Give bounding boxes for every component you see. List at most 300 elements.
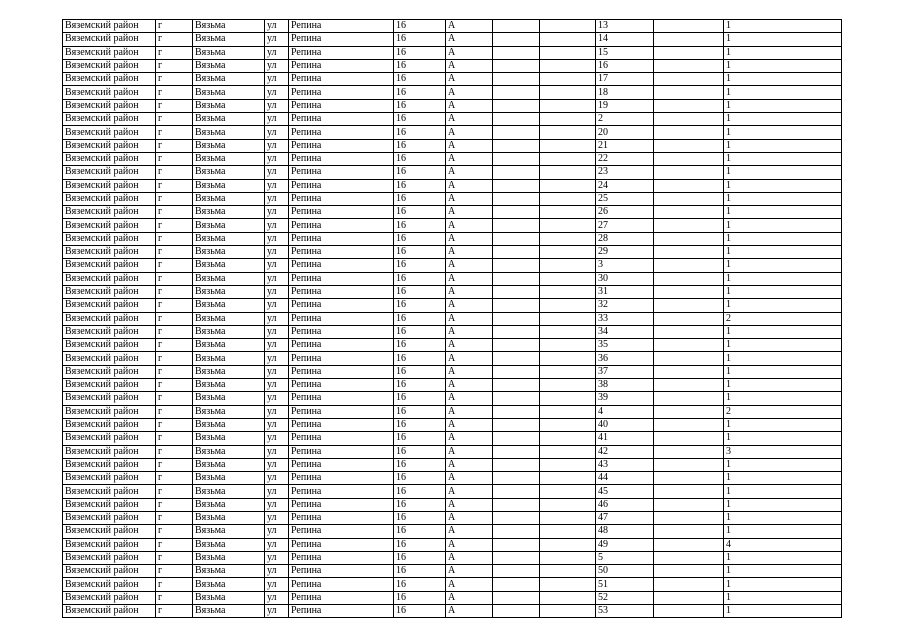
cell-street: Репина (289, 339, 394, 352)
cell-building: А (446, 299, 493, 312)
cell-building: А (446, 365, 493, 378)
cell-building: А (446, 578, 493, 591)
cell-house: 16 (394, 565, 446, 578)
cell-count: 1 (724, 472, 842, 485)
cell-col-11 (654, 219, 724, 232)
cell-street: Репина (289, 445, 394, 458)
cell-col-8 (493, 152, 540, 165)
cell-col-11 (654, 405, 724, 418)
cell-street: Репина (289, 59, 394, 72)
cell-col-8 (493, 219, 540, 232)
cell-settlement-type: г (156, 73, 193, 86)
cell-district: Вяземский район (63, 591, 156, 604)
cell-col-9 (540, 578, 596, 591)
cell-house: 16 (394, 472, 446, 485)
cell-district: Вяземский район (63, 272, 156, 285)
cell-apartment: 3 (596, 259, 654, 272)
table-body (63, 20, 842, 618)
cell-settlement-type: г (156, 46, 193, 59)
cell-settlement-type: г (156, 591, 193, 604)
cell-house: 16 (394, 59, 446, 72)
table-row (63, 272, 842, 285)
cell-street: Репина (289, 126, 394, 139)
cell-apartment: 31 (596, 285, 654, 298)
cell-count: 2 (724, 312, 842, 325)
cell-house: 16 (394, 312, 446, 325)
cell-street-type: ул (265, 312, 289, 325)
cell-district: Вяземский район (63, 432, 156, 445)
cell-street-type: ул (265, 485, 289, 498)
cell-col-11 (654, 166, 724, 179)
cell-settlement: Вязьма (193, 392, 265, 405)
cell-col-11 (654, 445, 724, 458)
cell-settlement: Вязьма (193, 365, 265, 378)
cell-count: 1 (724, 339, 842, 352)
cell-settlement: Вязьма (193, 418, 265, 431)
cell-col-8 (493, 485, 540, 498)
table-row (63, 113, 842, 126)
cell-building: А (446, 272, 493, 285)
cell-col-11 (654, 33, 724, 46)
cell-house: 16 (394, 139, 446, 152)
cell-district: Вяземский район (63, 352, 156, 365)
cell-settlement-type: г (156, 206, 193, 219)
cell-district: Вяземский район (63, 565, 156, 578)
cell-settlement: Вязьма (193, 551, 265, 564)
cell-settlement: Вязьма (193, 126, 265, 139)
cell-settlement: Вязьма (193, 472, 265, 485)
cell-building: А (446, 126, 493, 139)
cell-settlement-type: г (156, 605, 193, 618)
cell-district: Вяземский район (63, 206, 156, 219)
cell-col-8 (493, 591, 540, 604)
cell-apartment: 22 (596, 152, 654, 165)
cell-count: 1 (724, 113, 842, 126)
cell-district: Вяземский район (63, 113, 156, 126)
cell-col-11 (654, 325, 724, 338)
table-row (63, 458, 842, 471)
cell-settlement: Вязьма (193, 259, 265, 272)
cell-street: Репина (289, 405, 394, 418)
cell-apartment: 35 (596, 339, 654, 352)
cell-street: Репина (289, 538, 394, 551)
cell-col-9 (540, 432, 596, 445)
table-row (63, 365, 842, 378)
cell-col-8 (493, 325, 540, 338)
cell-house: 16 (394, 525, 446, 538)
cell-col-11 (654, 352, 724, 365)
cell-settlement: Вязьма (193, 192, 265, 205)
cell-col-9 (540, 498, 596, 511)
cell-district: Вяземский район (63, 59, 156, 72)
cell-settlement: Вязьма (193, 591, 265, 604)
cell-street: Репина (289, 565, 394, 578)
cell-district: Вяземский район (63, 379, 156, 392)
cell-building: А (446, 352, 493, 365)
cell-house: 16 (394, 325, 446, 338)
cell-building: А (446, 472, 493, 485)
cell-house: 16 (394, 232, 446, 245)
cell-col-11 (654, 418, 724, 431)
cell-col-8 (493, 272, 540, 285)
cell-settlement-type: г (156, 392, 193, 405)
table-row (63, 565, 842, 578)
cell-building: А (446, 525, 493, 538)
table-row (63, 472, 842, 485)
cell-settlement-type: г (156, 578, 193, 591)
cell-apartment: 53 (596, 605, 654, 618)
cell-count: 1 (724, 485, 842, 498)
cell-building: А (446, 392, 493, 405)
cell-district: Вяземский район (63, 605, 156, 618)
table-row (63, 166, 842, 179)
cell-house: 16 (394, 405, 446, 418)
cell-apartment: 15 (596, 46, 654, 59)
cell-house: 16 (394, 259, 446, 272)
cell-settlement-type: г (156, 325, 193, 338)
table-row (63, 591, 842, 604)
cell-settlement-type: г (156, 299, 193, 312)
cell-house: 16 (394, 73, 446, 86)
cell-street-type: ул (265, 206, 289, 219)
cell-house: 16 (394, 33, 446, 46)
cell-district: Вяземский район (63, 232, 156, 245)
cell-col-11 (654, 139, 724, 152)
cell-building: А (446, 99, 493, 112)
cell-district: Вяземский район (63, 46, 156, 59)
cell-apartment: 19 (596, 99, 654, 112)
cell-street: Репина (289, 86, 394, 99)
cell-count: 1 (724, 379, 842, 392)
cell-street: Репина (289, 299, 394, 312)
cell-col-8 (493, 126, 540, 139)
cell-col-9 (540, 418, 596, 431)
cell-col-8 (493, 445, 540, 458)
cell-count: 1 (724, 392, 842, 405)
cell-building: А (446, 445, 493, 458)
cell-settlement-type: г (156, 472, 193, 485)
table-row (63, 339, 842, 352)
cell-street: Репина (289, 192, 394, 205)
cell-count: 1 (724, 525, 842, 538)
cell-count: 1 (724, 285, 842, 298)
cell-col-11 (654, 511, 724, 524)
cell-col-9 (540, 365, 596, 378)
cell-district: Вяземский район (63, 73, 156, 86)
table-row (63, 511, 842, 524)
cell-col-8 (493, 312, 540, 325)
cell-col-9 (540, 126, 596, 139)
cell-col-9 (540, 325, 596, 338)
cell-col-9 (540, 46, 596, 59)
cell-count: 1 (724, 219, 842, 232)
cell-street: Репина (289, 259, 394, 272)
table-row (63, 206, 842, 219)
cell-house: 16 (394, 551, 446, 564)
cell-col-11 (654, 59, 724, 72)
cell-street-type: ул (265, 272, 289, 285)
cell-building: А (446, 432, 493, 445)
cell-settlement: Вязьма (193, 432, 265, 445)
cell-building: А (446, 46, 493, 59)
cell-col-11 (654, 312, 724, 325)
cell-street: Репина (289, 525, 394, 538)
cell-district: Вяземский район (63, 445, 156, 458)
cell-house: 16 (394, 179, 446, 192)
cell-house: 16 (394, 432, 446, 445)
cell-district: Вяземский район (63, 20, 156, 33)
cell-col-8 (493, 73, 540, 86)
cell-house: 16 (394, 591, 446, 604)
cell-street-type: ул (265, 405, 289, 418)
cell-street: Репина (289, 99, 394, 112)
cell-apartment: 49 (596, 538, 654, 551)
table-row (63, 285, 842, 298)
cell-col-11 (654, 192, 724, 205)
cell-district: Вяземский район (63, 152, 156, 165)
cell-count: 1 (724, 551, 842, 564)
cell-settlement-type: г (156, 312, 193, 325)
cell-col-9 (540, 73, 596, 86)
cell-settlement-type: г (156, 126, 193, 139)
cell-col-11 (654, 152, 724, 165)
table-row (63, 33, 842, 46)
cell-apartment: 46 (596, 498, 654, 511)
cell-street-type: ул (265, 33, 289, 46)
cell-col-9 (540, 113, 596, 126)
cell-apartment: 40 (596, 418, 654, 431)
cell-apartment: 37 (596, 365, 654, 378)
cell-settlement-type: г (156, 352, 193, 365)
cell-settlement-type: г (156, 458, 193, 471)
cell-district: Вяземский район (63, 418, 156, 431)
cell-count: 1 (724, 605, 842, 618)
cell-col-8 (493, 299, 540, 312)
cell-street: Репина (289, 498, 394, 511)
cell-col-11 (654, 379, 724, 392)
cell-building: А (446, 259, 493, 272)
cell-col-11 (654, 113, 724, 126)
cell-settlement-type: г (156, 365, 193, 378)
cell-col-11 (654, 46, 724, 59)
table-row (63, 538, 842, 551)
cell-settlement-type: г (156, 152, 193, 165)
cell-street-type: ул (265, 578, 289, 591)
cell-apartment: 33 (596, 312, 654, 325)
cell-house: 16 (394, 272, 446, 285)
cell-house: 16 (394, 498, 446, 511)
cell-col-9 (540, 206, 596, 219)
cell-district: Вяземский район (63, 285, 156, 298)
cell-house: 16 (394, 418, 446, 431)
cell-apartment: 50 (596, 565, 654, 578)
cell-street: Репина (289, 511, 394, 524)
cell-settlement-type: г (156, 192, 193, 205)
cell-street-type: ул (265, 152, 289, 165)
cell-street: Репина (289, 392, 394, 405)
cell-street: Репина (289, 246, 394, 259)
cell-house: 16 (394, 219, 446, 232)
cell-street: Репина (289, 352, 394, 365)
cell-col-9 (540, 152, 596, 165)
cell-col-11 (654, 99, 724, 112)
cell-street-type: ул (265, 179, 289, 192)
cell-settlement: Вязьма (193, 352, 265, 365)
cell-district: Вяземский район (63, 485, 156, 498)
cell-count: 1 (724, 565, 842, 578)
cell-house: 16 (394, 166, 446, 179)
cell-house: 16 (394, 578, 446, 591)
cell-col-9 (540, 525, 596, 538)
cell-apartment: 47 (596, 511, 654, 524)
cell-col-8 (493, 339, 540, 352)
cell-district: Вяземский район (63, 525, 156, 538)
cell-count: 1 (724, 591, 842, 604)
cell-col-8 (493, 113, 540, 126)
cell-col-9 (540, 219, 596, 232)
cell-settlement: Вязьма (193, 405, 265, 418)
cell-count: 3 (724, 445, 842, 458)
table-row (63, 99, 842, 112)
cell-apartment: 52 (596, 591, 654, 604)
cell-count: 1 (724, 511, 842, 524)
cell-district: Вяземский район (63, 538, 156, 551)
cell-building: А (446, 246, 493, 259)
cell-col-11 (654, 538, 724, 551)
table-row (63, 352, 842, 365)
cell-settlement: Вязьма (193, 339, 265, 352)
cell-settlement-type: г (156, 259, 193, 272)
table-row (63, 246, 842, 259)
cell-count: 1 (724, 352, 842, 365)
cell-street-type: ул (265, 392, 289, 405)
cell-building: А (446, 206, 493, 219)
cell-street-type: ул (265, 591, 289, 604)
cell-street-type: ул (265, 379, 289, 392)
cell-count: 1 (724, 99, 842, 112)
cell-col-9 (540, 312, 596, 325)
cell-col-8 (493, 392, 540, 405)
cell-col-8 (493, 605, 540, 618)
cell-settlement-type: г (156, 272, 193, 285)
cell-apartment: 16 (596, 59, 654, 72)
cell-col-8 (493, 33, 540, 46)
cell-settlement-type: г (156, 33, 193, 46)
cell-street-type: ул (265, 551, 289, 564)
cell-street: Репина (289, 458, 394, 471)
cell-settlement: Вязьма (193, 498, 265, 511)
cell-col-9 (540, 445, 596, 458)
cell-settlement-type: г (156, 525, 193, 538)
cell-building: А (446, 538, 493, 551)
cell-col-11 (654, 246, 724, 259)
cell-col-11 (654, 392, 724, 405)
cell-col-8 (493, 565, 540, 578)
cell-street-type: ул (265, 20, 289, 33)
cell-street: Репина (289, 113, 394, 126)
cell-apartment: 39 (596, 392, 654, 405)
cell-col-11 (654, 525, 724, 538)
cell-settlement: Вязьма (193, 20, 265, 33)
table-row (63, 312, 842, 325)
cell-col-11 (654, 432, 724, 445)
table-row (63, 578, 842, 591)
cell-col-9 (540, 392, 596, 405)
cell-district: Вяземский район (63, 246, 156, 259)
cell-district: Вяземский район (63, 192, 156, 205)
cell-house: 16 (394, 246, 446, 259)
cell-street-type: ул (265, 325, 289, 338)
cell-count: 1 (724, 46, 842, 59)
table-row (63, 20, 842, 33)
cell-col-8 (493, 538, 540, 551)
cell-col-8 (493, 432, 540, 445)
cell-district: Вяземский район (63, 312, 156, 325)
cell-col-8 (493, 20, 540, 33)
cell-apartment: 51 (596, 578, 654, 591)
cell-count: 1 (724, 206, 842, 219)
cell-col-9 (540, 551, 596, 564)
cell-building: А (446, 605, 493, 618)
cell-apartment: 38 (596, 379, 654, 392)
cell-settlement: Вязьма (193, 605, 265, 618)
cell-district: Вяземский район (63, 219, 156, 232)
cell-col-11 (654, 232, 724, 245)
cell-settlement-type: г (156, 59, 193, 72)
address-table (62, 19, 842, 618)
cell-col-11 (654, 605, 724, 618)
cell-col-8 (493, 365, 540, 378)
cell-count: 4 (724, 538, 842, 551)
cell-district: Вяземский район (63, 259, 156, 272)
table-row (63, 73, 842, 86)
cell-col-8 (493, 525, 540, 538)
cell-building: А (446, 418, 493, 431)
cell-house: 16 (394, 20, 446, 33)
cell-district: Вяземский район (63, 511, 156, 524)
cell-district: Вяземский район (63, 86, 156, 99)
cell-count: 1 (724, 179, 842, 192)
table-row (63, 126, 842, 139)
cell-count: 1 (724, 166, 842, 179)
cell-col-9 (540, 565, 596, 578)
cell-settlement-type: г (156, 285, 193, 298)
cell-street: Репина (289, 472, 394, 485)
table-row (63, 179, 842, 192)
table-row (63, 485, 842, 498)
cell-settlement-type: г (156, 339, 193, 352)
cell-district: Вяземский район (63, 498, 156, 511)
cell-col-8 (493, 246, 540, 259)
cell-col-8 (493, 192, 540, 205)
cell-building: А (446, 565, 493, 578)
cell-apartment: 18 (596, 86, 654, 99)
cell-building: А (446, 485, 493, 498)
cell-building: А (446, 152, 493, 165)
cell-house: 16 (394, 485, 446, 498)
cell-street: Репина (289, 139, 394, 152)
cell-count: 1 (724, 432, 842, 445)
cell-street: Репина (289, 325, 394, 338)
cell-apartment: 36 (596, 352, 654, 365)
cell-col-9 (540, 99, 596, 112)
cell-count: 1 (724, 578, 842, 591)
cell-col-9 (540, 379, 596, 392)
cell-apartment: 32 (596, 299, 654, 312)
cell-col-8 (493, 179, 540, 192)
cell-street-type: ул (265, 73, 289, 86)
table-row (63, 405, 842, 418)
